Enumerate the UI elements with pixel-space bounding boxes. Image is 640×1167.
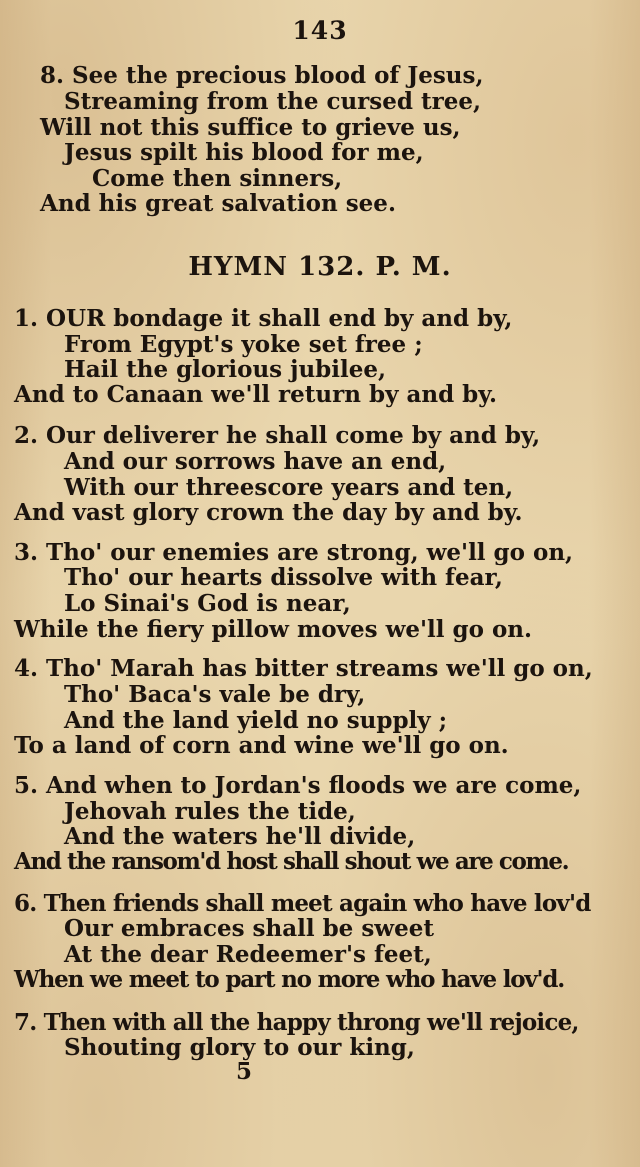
verse-line: Shouting glory to our king, bbox=[64, 1034, 415, 1061]
hymn-title: HYMN 132. P. M. bbox=[188, 252, 452, 282]
verse-line: With our threescore years and ten, bbox=[64, 474, 514, 501]
verse-line: Our embraces shall be sweet bbox=[64, 915, 434, 942]
signature-mark: 5 bbox=[236, 1058, 253, 1085]
verse-line: Lo Sinai's God is near, bbox=[64, 590, 351, 617]
verse-line: 3. Tho' our enemies are strong, we'll go on, bbox=[14, 539, 574, 566]
verse-line: 7. Then with all the happy throng we'll rejoice, bbox=[14, 1009, 579, 1036]
page-number: 143 bbox=[292, 16, 348, 45]
verse-line: To a land of corn and wine we'll go on. bbox=[14, 732, 509, 759]
verse-line: Tho' our hearts dissolve with fear, bbox=[64, 564, 503, 591]
verse-line: And the waters he'll divide, bbox=[64, 823, 416, 850]
verse-line: And vast glory crown the day by and by. bbox=[14, 499, 523, 526]
verse-line: And to Canaan we'll return by and by. bbox=[14, 381, 497, 408]
verse-line: At the dear Redeemer's feet, bbox=[64, 941, 432, 968]
verse-line: And the ransom'd host shall shout we are come. bbox=[14, 848, 569, 875]
verse-line: Jehovah rules the tide, bbox=[64, 798, 356, 825]
verse-line: And the land yield no supply ; bbox=[64, 707, 448, 734]
verse-line: 2. Our deliverer he shall come by and by, bbox=[14, 422, 541, 449]
verse-line: 5. And when to Jordan's floods we are come, bbox=[14, 772, 582, 799]
verse-line: Jesus spilt his blood for me, bbox=[64, 139, 424, 166]
verse-line: Streaming from the cursed tree, bbox=[64, 88, 481, 115]
verse-line: 4. Tho' Marah has bitter streams we'll go on, bbox=[14, 655, 593, 682]
verse-line: From Egypt's yoke set free ; bbox=[64, 331, 423, 358]
verse-line: And his great salvation see. bbox=[40, 190, 396, 217]
verse-line: Come then sinners, bbox=[92, 165, 343, 192]
verse-line: Will not this suffice to grieve us, bbox=[40, 114, 461, 141]
verse-line: When we meet to part no more who have lov'd. bbox=[14, 966, 565, 993]
verse-line: Hail the glorious jubilee, bbox=[64, 356, 387, 383]
verse-line: 8. See the precious blood of Jesus, bbox=[40, 62, 484, 89]
verse-line: Tho' Baca's vale be dry, bbox=[64, 681, 366, 708]
verse-line: 6. Then friends shall meet again who have lov'd bbox=[14, 890, 591, 917]
verse-line: 1. OUR bondage it shall end by and by, bbox=[14, 305, 513, 332]
verse-line: While the fiery pillow moves we'll go on. bbox=[14, 616, 533, 643]
verse-line: And our sorrows have an end, bbox=[64, 448, 447, 475]
